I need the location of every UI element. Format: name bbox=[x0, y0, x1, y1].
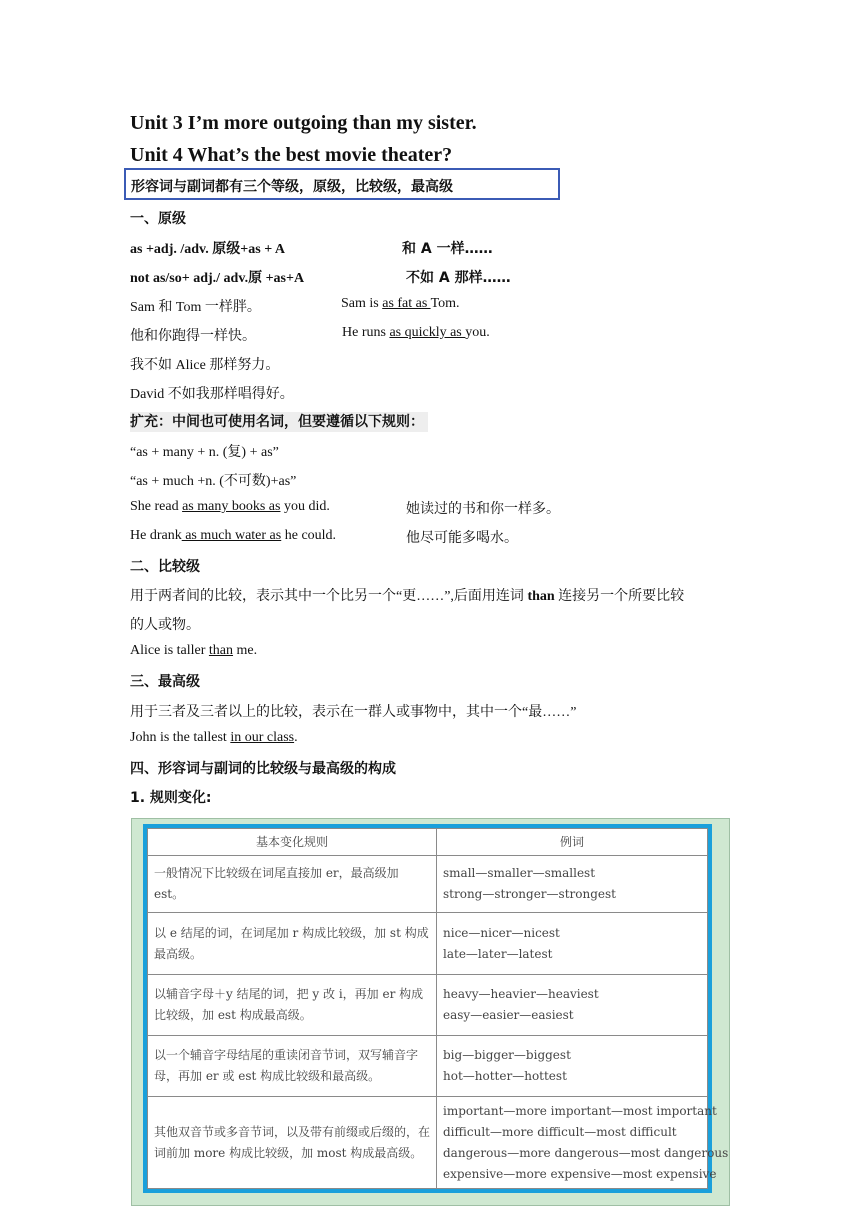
example6-post: he could. bbox=[281, 528, 337, 543]
section2-ex-underlined: than bbox=[208, 643, 234, 658]
example-cell bbox=[437, 1036, 708, 1097]
example-word: dangerous—more dangerous—most dangerous bbox=[443, 1145, 729, 1160]
example-cell bbox=[437, 913, 708, 975]
section3-description: 用于三者及三者以上的比较，表示在一群人或事物中，其中一个“最……” bbox=[130, 705, 577, 720]
section3-ex-underlined: in our class bbox=[230, 730, 295, 745]
example5-english bbox=[130, 499, 330, 515]
rule-cell: 以 e 结尾的词，在词尾加 r 构成比较级，加 st 构成最高级。 bbox=[148, 913, 437, 975]
example1-pre: Sam is bbox=[341, 296, 383, 311]
expand-heading-text: 扩充：中间也可使用名词，但要遵循以下规则： bbox=[130, 412, 428, 432]
example3-chinese: 我不如 Alice 那样努力。 bbox=[130, 358, 280, 373]
example1-chinese: Sam 和 Tom 一样胖。 bbox=[130, 300, 261, 315]
example6-pre: He drank bbox=[130, 528, 182, 543]
table-row bbox=[148, 1036, 708, 1097]
table-row bbox=[148, 913, 708, 975]
rules-table bbox=[147, 828, 729, 1189]
example2-underlined: as quickly as bbox=[389, 325, 466, 340]
rules-table-frame bbox=[131, 818, 730, 1206]
rule2-meaning: 不如 A 那样…… bbox=[406, 270, 511, 286]
section2-description-line2: 的人或物。 bbox=[130, 618, 200, 633]
section2-ex-pre: Alice is taller bbox=[130, 643, 209, 658]
pattern-much: “as + much +n. (不可数)+as” bbox=[130, 474, 297, 489]
example-word: important—more important—most important bbox=[443, 1103, 717, 1118]
example2-chinese: 他和你跑得一样快。 bbox=[130, 329, 256, 344]
rule1-meaning: 和 A 一样…… bbox=[402, 241, 493, 257]
header-rule: 基本变化规则 bbox=[148, 829, 437, 856]
section2-than: than bbox=[527, 589, 555, 604]
example-word: late—later—latest bbox=[443, 946, 553, 961]
example-word: difficult—more difficult—most difficult bbox=[443, 1124, 677, 1139]
expand-heading bbox=[130, 411, 428, 431]
section2-description bbox=[130, 585, 684, 605]
rule-cell: 其他双音节或多音节词，以及带有前缀或后缀的，在词前加 more 构成比较级，加 most 构成最高级。 bbox=[148, 1097, 437, 1189]
rule-cell: 以辅音字母＋y 结尾的词，把 y 改 i，再加 er 构成比较级，加 est 构成最高级。 bbox=[148, 975, 437, 1036]
example-word: heavy—heavier—heaviest bbox=[443, 987, 599, 1001]
rule2-formula: not as/so+ adj./ adv.原 +as+A bbox=[130, 271, 305, 286]
rule1-formula: as +adj. /adv. 原级+as + A bbox=[130, 242, 286, 257]
example5-post: you did. bbox=[280, 499, 330, 514]
example-word: big—bigger—biggest bbox=[443, 1048, 571, 1062]
intro-box bbox=[124, 168, 560, 200]
rules-table-border bbox=[143, 824, 729, 1193]
rule-cell: 一般情况下比较级在词尾直接加 er，最高级加 est。 bbox=[148, 856, 437, 913]
example-word: expensive—more expensive—most expensive bbox=[443, 1166, 717, 1181]
example6-english bbox=[130, 528, 336, 544]
section3-ex-post: . bbox=[294, 730, 298, 745]
intro-text: 形容词与副词都有三个等级，原级，比较级，最高级 bbox=[131, 179, 453, 195]
section1-heading: 一、原级 bbox=[130, 211, 186, 227]
example6-chinese: 他尽可能多喝水。 bbox=[406, 530, 518, 546]
example2-pre: He runs bbox=[342, 325, 390, 340]
example4-chinese: David 不如我那样唱得好。 bbox=[130, 387, 294, 402]
section2-example bbox=[130, 643, 257, 659]
example1-english bbox=[341, 296, 460, 312]
section2-heading: 二、比较级 bbox=[130, 559, 200, 575]
section2-desc-a: 用于两者间的比较，表示其中一个比另一个“更……”,后面用连词 bbox=[130, 589, 528, 604]
example-cell bbox=[437, 975, 708, 1036]
pattern-many: “as + many + n. (复) + as” bbox=[130, 445, 279, 460]
example5-underlined: as many books as bbox=[182, 499, 281, 514]
example-word: small—smaller—smallest bbox=[443, 866, 596, 880]
example-word: strong—stronger—strongest bbox=[443, 887, 616, 901]
table-row bbox=[148, 975, 708, 1036]
unit4-title: Unit 4 What’s the best movie theater? bbox=[130, 144, 453, 166]
example6-underlined: as much water as bbox=[181, 528, 282, 543]
section4-subheading: 1. 规则变化: bbox=[130, 790, 212, 806]
example-word: hot—hotter—hottest bbox=[443, 1069, 567, 1083]
example5-chinese: 她读过的书和你一样多。 bbox=[406, 501, 560, 517]
table-row bbox=[148, 1097, 708, 1189]
example-word: nice—nicer—nicest bbox=[443, 925, 560, 940]
example1-underlined: as fat as bbox=[382, 296, 431, 311]
header-example: 例词 bbox=[437, 829, 708, 856]
section3-heading: 三、最高级 bbox=[130, 674, 200, 690]
example5-pre: She read bbox=[130, 499, 183, 514]
section2-desc-b: 连接另一个所要比较 bbox=[554, 589, 685, 604]
example-cell bbox=[437, 1097, 729, 1189]
table-header-row bbox=[148, 829, 708, 856]
section2-ex-post: me. bbox=[233, 643, 258, 658]
section3-example bbox=[130, 730, 298, 746]
unit3-title: Unit 3 I’m more outgoing than my sister. bbox=[130, 112, 477, 134]
example-cell bbox=[437, 856, 708, 913]
table-row bbox=[148, 856, 708, 913]
section4-heading: 四、形容词与副词的比较级与最高级的构成 bbox=[130, 761, 396, 777]
example2-post: you. bbox=[465, 325, 490, 340]
rule-cell: 以一个辅音字母结尾的重读闭音节词，双写辅音字母，再加 er 或 est 构成比较级和最高级。 bbox=[148, 1036, 437, 1097]
example1-post: Tom. bbox=[430, 296, 460, 311]
section3-ex-pre: John is the tallest bbox=[130, 730, 231, 745]
example2-english bbox=[342, 325, 490, 341]
example-word: easy—easier—easiest bbox=[443, 1008, 574, 1022]
